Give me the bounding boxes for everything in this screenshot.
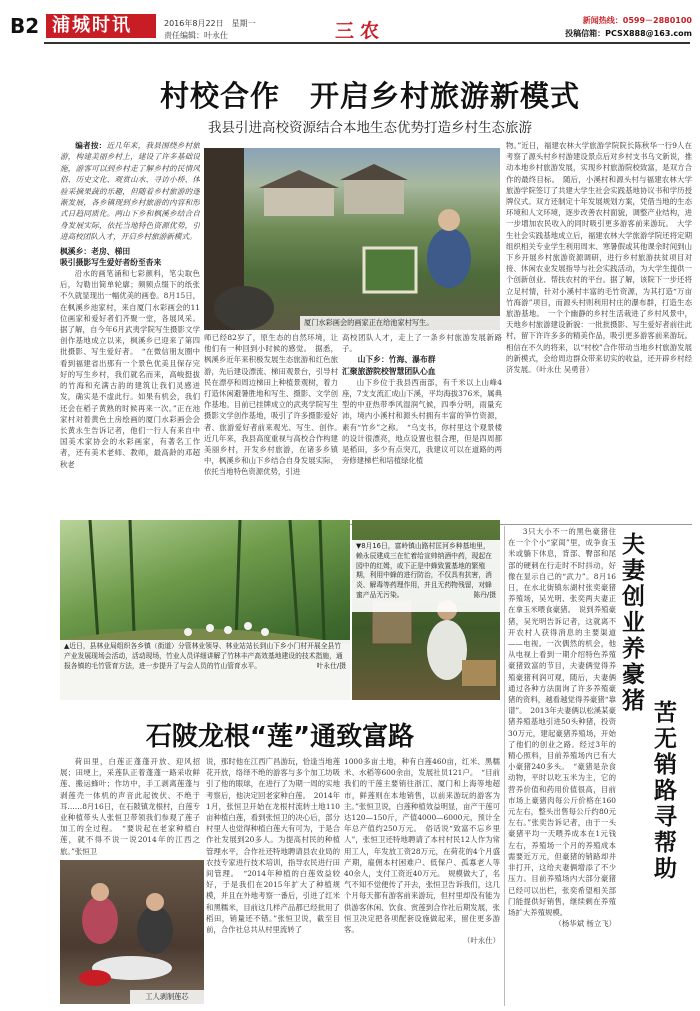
column-divider (504, 526, 505, 1006)
section-title: 三农 (334, 20, 385, 40)
photo-scene-icon (204, 148, 500, 330)
beekeeping-caption: ▼8月16日，富岭镇山路村匡河乡种基地里，赖永辰建成三在忙着给宣帅纳酒中药，现起在园中的红姆，或下正是中蜂致置基地的繁殖期，利用中蜂的进行防治，不仅具有抗害，消炎、解毒等药理作用，并且无药物残留，对蜂蜜产品无污染。 陈丹/摄 (352, 540, 500, 612)
forestry-caption: ▲近日，县林业局组织各乡镇（街道）分管林业领导、林业站站长到山下乡小门村开展全县竹产业发展现场会活动，活动现场，竹业人员详细讲解了竹林丰产高效基地建设的技术指施，通报各镇的毛竹管育方法，进一步提升了与会人员的竹山管育水平。 叶永仕/摄 (60, 640, 350, 700)
masthead (0, 0, 700, 66)
story3-headline-b: 苦无销路寻帮助 (650, 700, 676, 882)
header-rule (44, 42, 690, 44)
painters-photo-caption: 厦门水彩画会的画家正在给池家村写生。 (300, 316, 500, 331)
lotus-scene-icon (60, 860, 204, 1004)
lead-subheadline: 我县引进高校资源结合本地生态优势打造乡村生态旅游 (208, 120, 532, 136)
page-number: B2 (10, 14, 40, 38)
painters-photo (204, 148, 500, 330)
lead-column-4: 物。”近日，福建农林大学旅游学院院长陈秋华一行9人在考察了源头村乡村游建设景点后对乡村支书乌文新说，推动本地乡村旅游发展，实现乡村旅游院校致富，是双方合作的最终目标。 随后，小溪村和源头村与福建农林大学旅游学院签订了共建大学生社会实践基地协议书和学历授牌仪式。双方还制定十年发展规划方案，凭借当地的生态环境和人文环境，逐步改善农村面貌，调整产业结构，进一步增加农民收入的同时吸引更多游客前来游玩。 大学生社会实践基地成立后，福建农林大学旅游学院还将定期组织相关专业学生利用周末、寒暑假或其他课余时间到山下乡开展乡村旅游资源调研，进行乡村旅游扶贫项目对接、休闲农业发展指导与社会实践活动，为大学生提供一个创新创业、帮扶农村的平台。据了解，该院下一步还将立足村情，针对小溪村丰富的毛竹资源，为其打造“万亩竹海游”项目，而源头村则利用村庄的瀑布群，打造生态旅游基地。 一个个幽静的乡村生活栽进了乡村风景中，天地乡村旅游建设新貌：一批批摄影、写生爱好者前往此村，留下许许多多的精美作品，吸引更多游客前来游玩。相信在不久的将来，以“村校”合作带动当地乡村旅游发展的新模式，会给周边群众带来切实的收益，还开辟乡村经济发展。（叶永仕 吴勇昔） (506, 141, 692, 375)
paper-logo: 浦城时讯 (46, 14, 156, 38)
lead-column-3: 高校团队人才，走上了一条乡村旅游发展新路子。 山下乡：竹海、瀑布群 汇聚旅游院校智慧团队心血 山下乡位于我县西南部，有千米以上山峰4座，7支支流汇成山下溪，平均海拔376米，属典型的中亚热带季风湿润气候，四季分明，雨量充沛，境内小溪村和源头村拥有丰富的笋竹资源，素有“竹乡”之称。 “乌支书，你村里这个观景楼的设计很漂亮，地点设置也很合理，但是四周都是稻田，多少有点突兀，我建议可以在道路的两旁修建梯栏和培植绿化植 (342, 333, 502, 466)
issue-date: 2016年8月22日 星期一 (164, 19, 256, 28)
submission-email: 投稿信箱：PCSX888@163.com (565, 29, 692, 38)
story3-text: 3只大小不一的黑色豪猪住在一个个小“家闺”里，成争食玉米或躺下休息，背部、臀部和尾部的硬刺在行走时不时抖动，好像在显示自己的“武力”。8月16日，在水北街镇东湖村张奕豪猪养殖场，吴光明、张奕两夫妻正在拿玉米喂食豪猪。 说到养殖豪猪，吴光明告诉记者，这就离不开农村人获得消息的主要渠道——电视。一次偶然的机会，他从电视上看到一期介绍特色养殖豪猪致富的节目，夫妻俩觉得养殖豪猪利润可观，随后，夫妻俩通过各种方法面询了许多养殖豪猪的资料，越看越觉得养豪猪“靠谱”。 2013年夫妻俩以松溪某豪猪养殖基地引进50头种猪，投资30万元，建起豪猪养殖场，开始了他们的创业之路。经过3年的精心照料，目前养殖场内已有大小豪猪240多头。 “豪猪是杂食动物，平时以吃玉米为主，它的营养价值和药用价值很高，目前市场上豪猪肉每公斤价格在160元左右，整头出售每公斤约80元左右。”张奕告诉记者，由于一头豪猪平均一天喂养成本在1元钱左右，养殖场一个月的养殖成本需要近万元，但豪猪的销路却并非打开，这给夫妻俩增添了不少压力。目前养殖场内大部分豪猪已经可以出栏，张奕希望相关部门能提供好销售，继续剩在养殖场扩大养殖规模。 （杨华斌 杨立飞） (508, 527, 616, 929)
lead-headline: 村校合作 开启乡村旅游新模式 (159, 79, 580, 112)
lead-column-1: 编者按：近几年来，我县围绕乡村旅游，构建美丽乡村上，建设了许多基础设施，游客可以到乡村走了解乡村的民情风俗、历史文化、观赏山水、寻访小桥、体验采摘果蔬的乐趣，但随着乡村旅游的逐渐发展，各乡镇现到乡村旅游的内容和形式日趋同质化。两山下乡和枫溪乡结合自身发展实际，依托当地特色资源优势，引进高校团队入才，开启乡村旅游新模式。 枫溪乡：老房、梯田 吸引摄影写生爱好者纷至沓来 沿水的画笔涌和七彩颜料，笔尖取色后，勾勒出简单轮廓；频频点缀下的纸张不久就显现出一幅优美的画卷。8月15日，在枫溪乡池家村，来自厦门水彩画会的11位画家和爱好者们齐聚一堂，各展风采。据了解，自今年6月武夷学院写生摄影文学创作基地成立以来，枫溪乡已迎来了第四批摄影、写生爱好者。 “在微信朋友圈中看到福建省出那有一个景色优美且保存完好的写生乡村，我们就名而来，高峻挺拔的竹海和充满古韵的建筑让我们灵感迸发，确实是不虚此行。如果有机会，我们还会在稻子黄熟的时候再来一次。”正在池家村对着黄色土房绘画的厦门水彩画会会长黄永生告诉记者，他们一行人有来自中国美术家协会的水彩画家，有著名工作者，还有美术老师、教师，最高龄的邓超秋老 (60, 141, 200, 469)
lotus-workers-photo (60, 860, 204, 1004)
story2-headline: 石陂龙根“莲”通致富路 (145, 722, 415, 750)
story2-column-3: 1000多亩土地，种有白莲460亩，红米、黑糯米、水稻等600余亩，发展社员121户。 “目前我们的干莲主要销往浙江、厦门和上海等地超市，鲜莲则在本地销售，以前来游玩的游客为主。”张恒卫说，白莲种植效益明显，亩产干莲可达120—150斤，产值4000—6000元，预计全年总产值约250万元。 俗话说“致富不忘乡里人”，张恒卫还特地聘请了本村村民12人作为常用工人，年发放工资28万元，在荷花的4个月盛产期，雇佣本村困难户、低保户、孤寡老人等40余人，支付工资近40万元。 规模做大了，名气不知不觉便传了开去，张恒卫告诉我们，这几个月每天都有游客前来游玩，但村里却没有能为供游客休闲、饮食、赏莲到合作社后期发展，张恒卫决定把各项配套设施做起来，留住更多游客。 （叶永仕） (344, 757, 500, 946)
lotus-photo-caption: 工人剥制莲芯 (130, 990, 204, 1005)
responsible-editor: 责任编辑：叶永仕 (164, 31, 228, 40)
story3-headline-a: 夫妻创业养豪猪 (618, 532, 644, 714)
story2-column-1: 荷田里，白莲正蓬蓬开放、迎风招展；田埂上，采莲队正着蓬蓬一路采收鲜莲、搬运蜂叶；作坊中，手工剥离莲蓬与剥莲壳一体机的声音此起彼伏、不绝于耳……8月16日，在石陂镇龙根村，白莲专业种植带头人张恒卫带领我们参观了莲子加工的全过程。 “要说起在老家种植白莲，就不得不说一说2014年的江西之旅。”张恒卫 (60, 757, 200, 856)
hotline: 新闻热线：0599－2880100 (582, 16, 692, 25)
story2-column-2: 说，那时他在江西广昌游玩，恰逢当地莲花开放，络绎不绝的游客与多个加工坊吸引了他的眼球，在进行了为期一周的实地考察后，他决定回老家种白莲。 2014年1月，张恒卫开始在龙根村流转土地110亩种植白莲，看到张恒卫的决心后，部分村里人也觉得种植白莲大有可为，于是合作社发展到20多人。为提高村民的种植管理水平，合作社还特地聘请县农业局的农技专家进行技术培训，指导农民进行田间管理。 “2014年种植的白莲效益较好，于是我们在2015年扩大了种植规模，并且在外地考察一番后，引进了红米和黑糯米，目前这几样产品都已经批用了稻田，销量还不错。”张恒卫说，截至目前，合作社总共从村里流转了 (206, 757, 340, 935)
lead-column-2: 师已经82岁了，原生态的自然环境，让他们有一种回到小时候的感觉。 据悉，枫溪乡近年来积极发展生态旅游和红色旅游，先后建设漂流、梯田观景台，引导村民在漂亭和周边梯田上种植景观树，着力打造休闲避暑胜地和写生、摄影、文学创作基地。目前已挂牌成立的武夷学院写生摄影文学创作基地，吸引了许多摄影爱好者、旅游爱好者前来观光、写生、创作。 近几年来，我县高度重视与高校合作构建美丽乡村，开发乡村旅游，在诸多乡镇中，枫溪乡和山下乡结合自身发展实际，依托当地特色资源优势，引进 (204, 333, 338, 477)
